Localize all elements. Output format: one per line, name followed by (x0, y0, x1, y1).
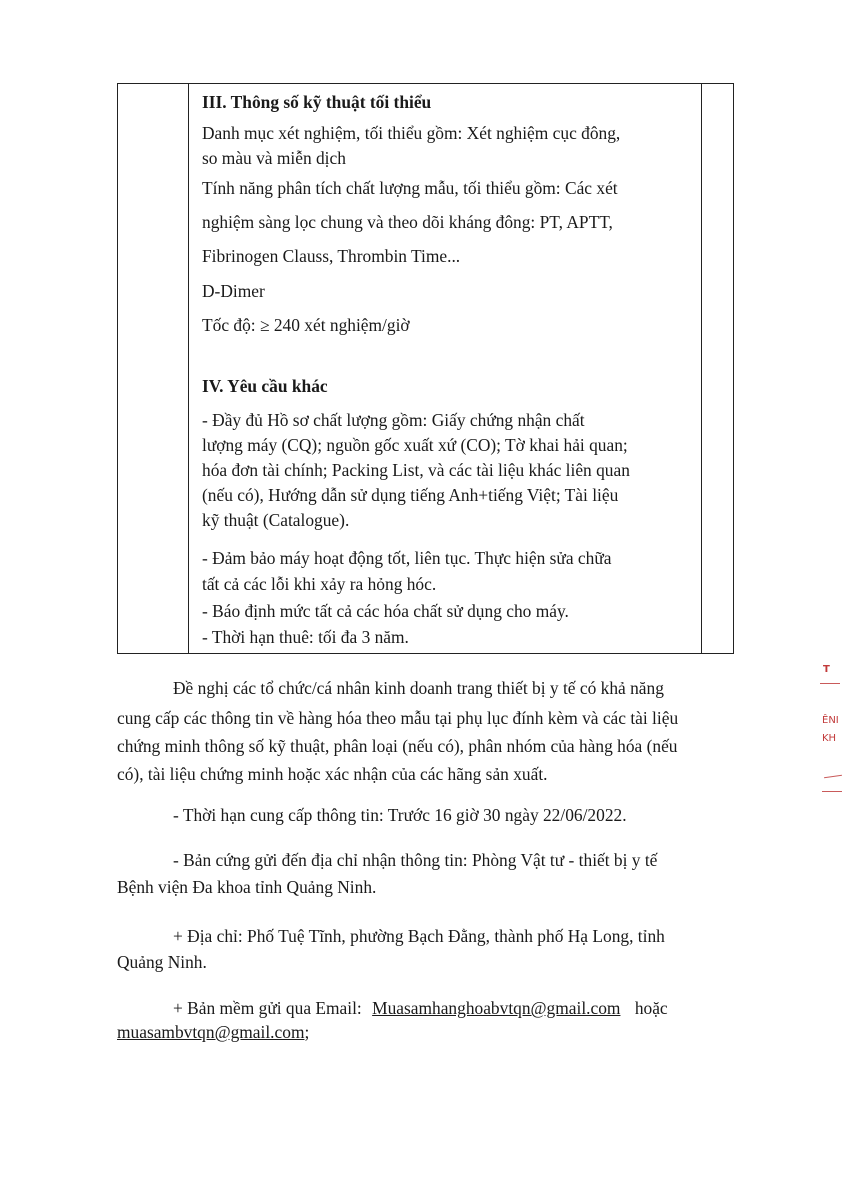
or-text: hoặc (634, 998, 668, 1018)
section-heading-minimum-specs: III. Thông số kỹ thuật tối thiểu (202, 92, 432, 112)
body-paragraph-line: Đề nghị các tổ chức/cá nhân kinh doanh trang thiết bị y tế có khả năng (173, 678, 664, 698)
body-paragraph-line: chứng minh thông số kỹ thuật, phân loại (nếu có), phân nhóm của hàng hóa (nếu (117, 736, 678, 756)
stamp-fragment: T (823, 664, 830, 675)
spec-line: Fibrinogen Clauss, Thrombin Time... (202, 246, 461, 266)
table-column-divider (188, 84, 189, 653)
table-column-divider (701, 84, 702, 653)
stamp-line (824, 775, 842, 778)
spec-line: Tính năng phân tích chất lượng mẫu, tối thiểu gồm: Các xét (202, 178, 618, 198)
email-link-secondary[interactable]: muasambvtqn@gmail.com (117, 1022, 305, 1042)
soft-copy-line-2 (117, 1024, 309, 1041)
deadline-line: - Thời hạn cung cấp thông tin: Trước 16 giờ 30 ngày 22/06/2022. (173, 805, 627, 825)
spec-line: nghiệm sàng lọc chung và theo dõi kháng đông: PT, APTT, (202, 212, 613, 232)
stamp-line (820, 683, 840, 684)
spec-line: Danh mục xét nghiệm, tối thiểu gồm: Xét nghiệm cục đông, (202, 123, 621, 143)
address-line: Quảng Ninh. (117, 952, 207, 972)
stamp-line (822, 791, 842, 792)
body-paragraph-line: cung cấp các thông tin về hàng hóa theo mẫu tại phụ lục đính kèm và các tài liệu (117, 708, 679, 728)
stamp-fragment: KH (822, 733, 837, 744)
spec-line: so màu và miễn dịch (202, 148, 346, 168)
requirement-line: - Đầy đủ Hồ sơ chất lượng gồm: Giấy chứng nhận chất (202, 410, 585, 430)
hard-copy-line: - Bản cứng gửi đến địa chỉ nhận thông tin: Phòng Vật tư - thiết bị y tế (173, 850, 658, 870)
requirement-line: (nếu có), Hướng dẫn sử dụng tiếng Anh+tiếng Việt; Tài liệu (202, 485, 619, 505)
spec-table (117, 83, 734, 654)
spec-line: Tốc độ: ≥ 240 xét nghiệm/giờ (202, 315, 410, 335)
hard-copy-line: Bệnh viện Đa khoa tỉnh Quảng Ninh. (117, 877, 377, 897)
requirement-line: kỹ thuật (Catalogue). (202, 510, 350, 530)
soft-copy-line (173, 1000, 668, 1017)
requirement-line: - Đảm bảo máy hoạt động tốt, liên tục. Thực hiện sửa chữa (202, 548, 612, 568)
requirement-line: tất cả các lỗi khi xảy ra hỏng hóc. (202, 574, 437, 594)
soft-copy-label: + Bản mềm gửi qua Email: (173, 998, 362, 1018)
section-heading-other-requirements: IV. Yêu cầu khác (202, 376, 328, 396)
spec-line: D-Dimer (202, 281, 265, 301)
address-line: + Địa chỉ: Phố Tuệ Tĩnh, phường Bạch Đằng, thành phố Hạ Long, tỉnh (173, 926, 665, 946)
requirement-line: hóa đơn tài chính; Packing List, và các tài liệu khác liên quan (202, 460, 630, 480)
requirement-line: - Thời hạn thuê: tối đa 3 năm. (202, 627, 409, 647)
requirement-line: - Báo định mức tất cả các hóa chất sử dụng cho máy. (202, 601, 569, 621)
stamp-fragment: ÊNI (822, 715, 839, 726)
body-paragraph-line: có), tài liệu chứng minh hoặc xác nhận của các hãng sản xuất. (117, 764, 548, 784)
requirement-line: lượng máy (CQ); nguồn gốc xuất xứ (CO); Tờ khai hải quan; (202, 435, 628, 455)
email-link-primary[interactable]: Muasamhanghoabvtqn@gmail.com (372, 998, 621, 1018)
email-suffix: ; (304, 1022, 310, 1042)
